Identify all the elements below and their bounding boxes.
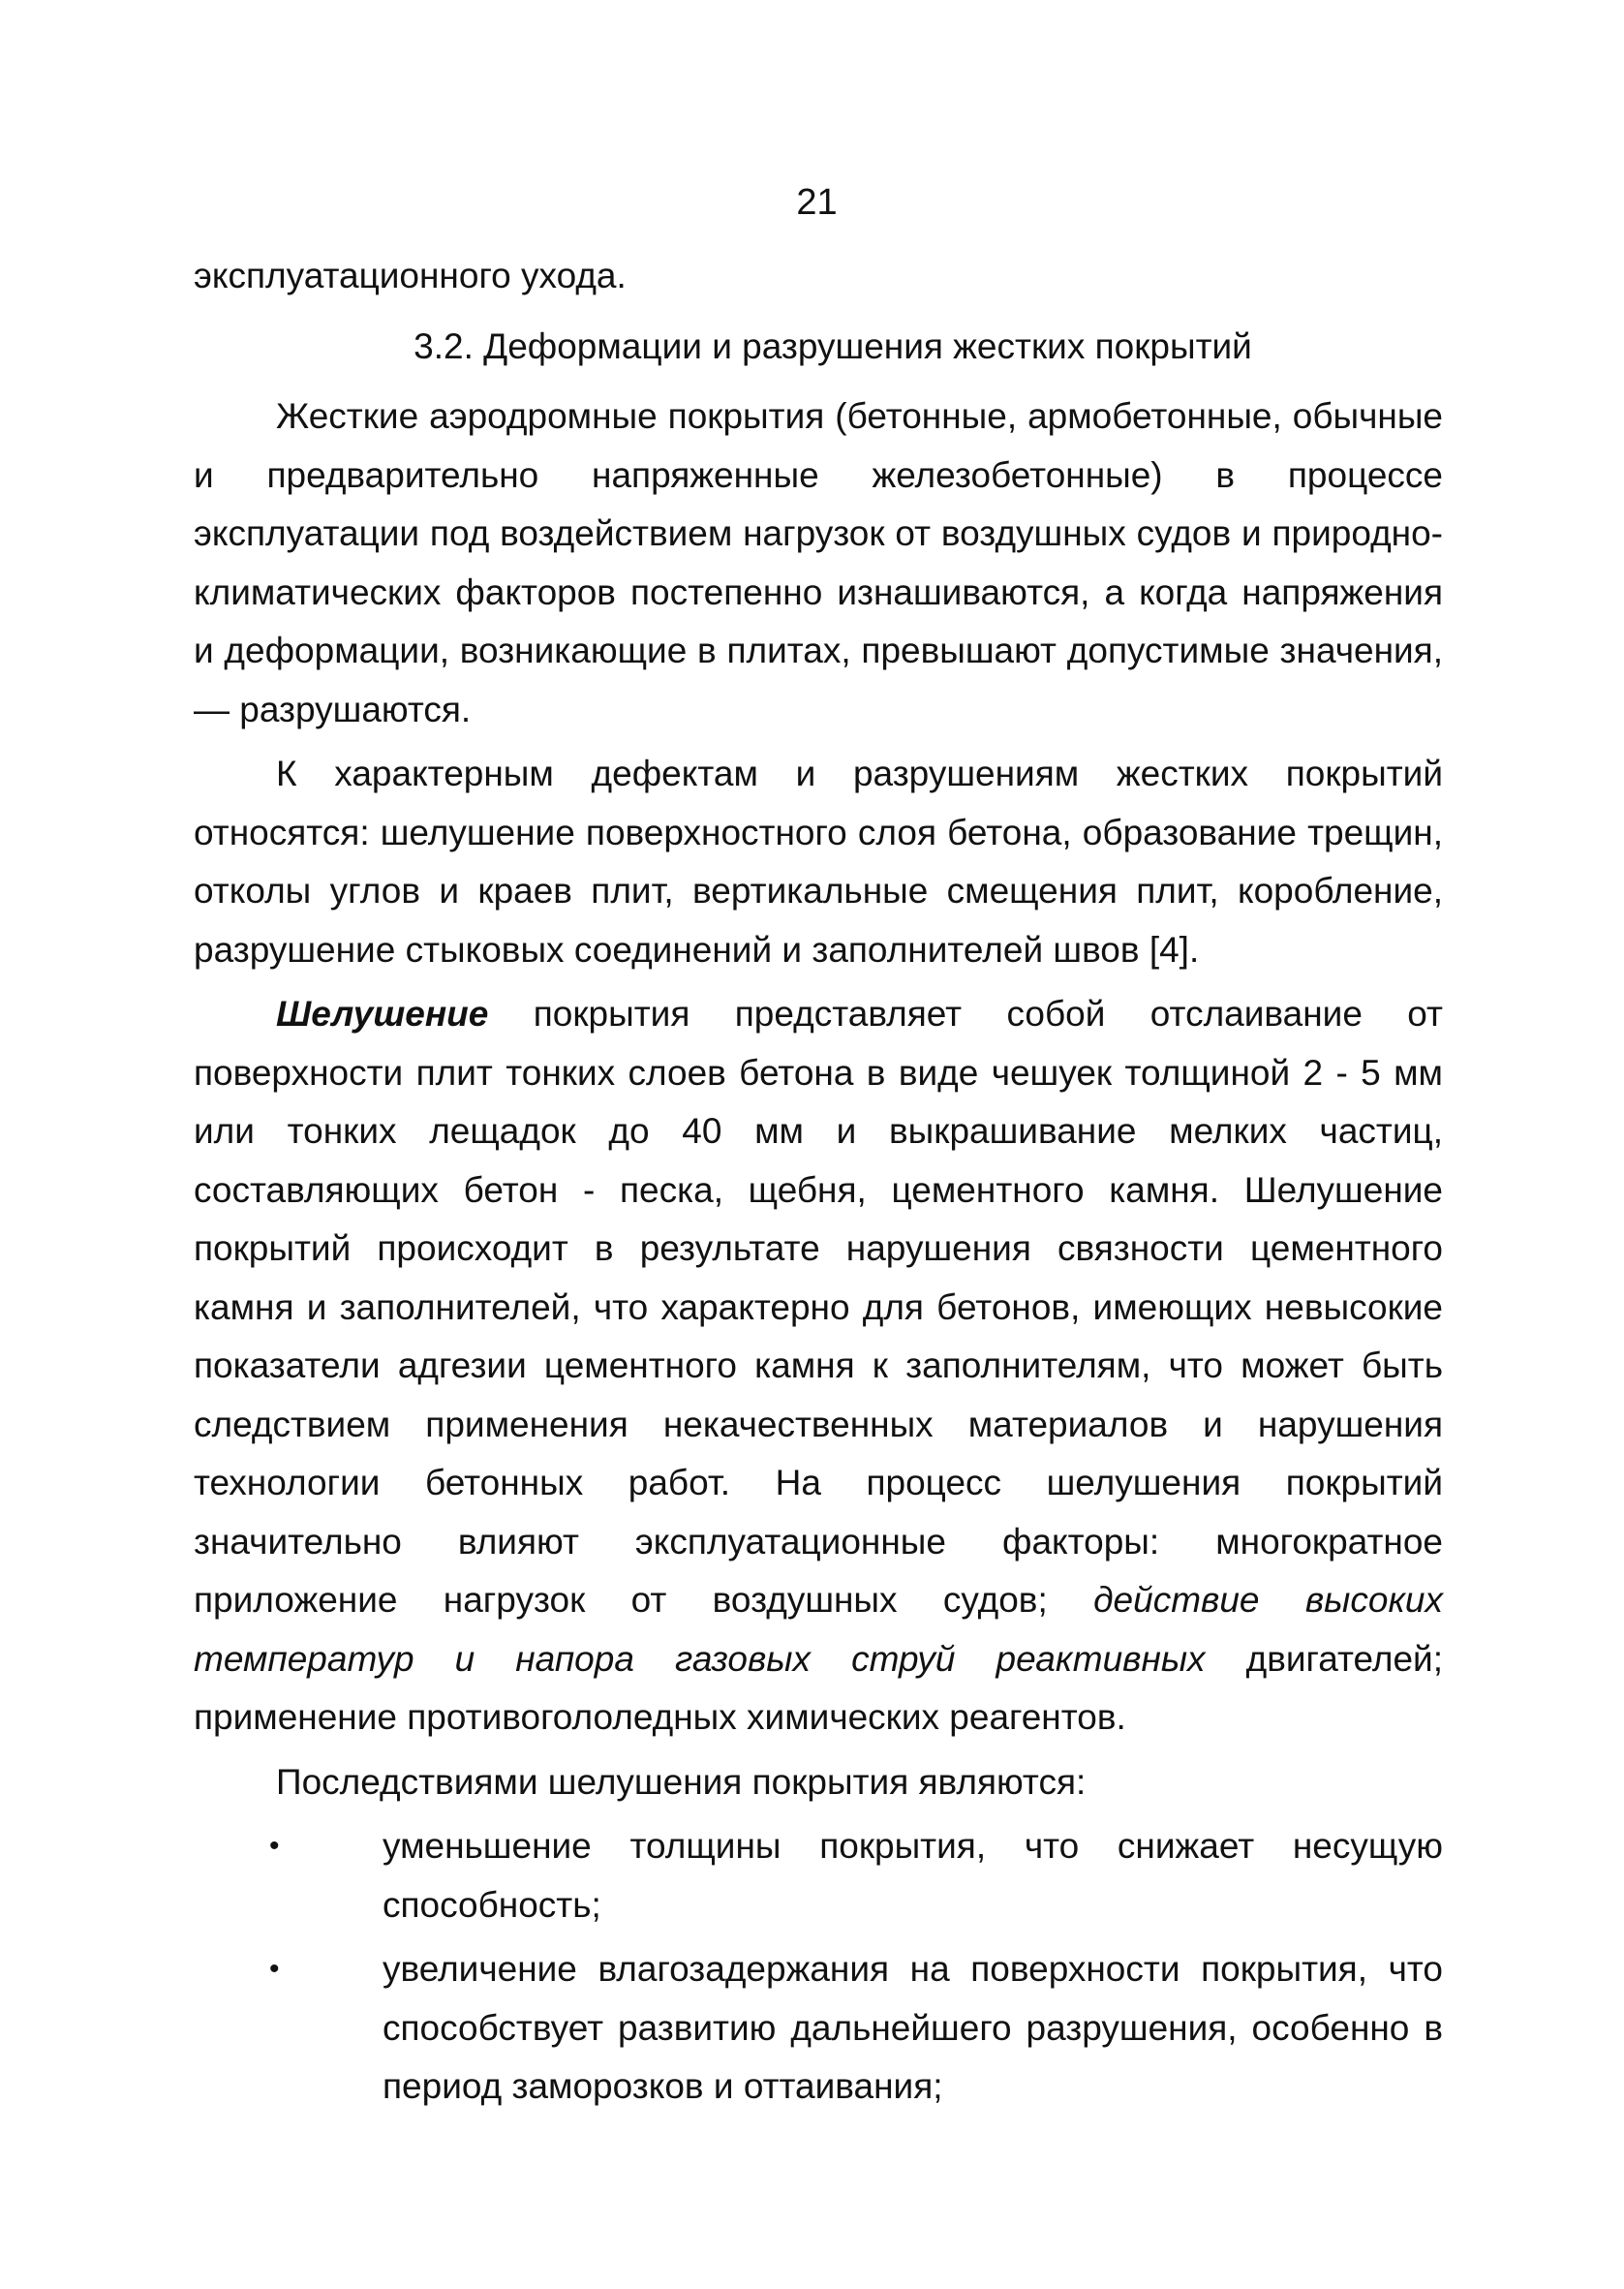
list-item xyxy=(194,1940,1443,2117)
consequences-list xyxy=(194,1817,1443,2117)
page-number: 21 xyxy=(796,182,838,223)
bullet-icon: • xyxy=(269,1830,280,1862)
bullet-icon: • xyxy=(269,1953,280,1985)
list-item-text: уменьшение толщины покрытия, что снижает несущую способность; xyxy=(383,1826,1443,1925)
scaling-text-b: двигателей; применение противогололедных химических реагентов. xyxy=(194,1638,1443,1737)
document-body xyxy=(194,247,1443,2122)
term-scaling: Шелушение xyxy=(276,994,489,1034)
paragraph-scaling xyxy=(194,985,1443,1748)
paragraph-rigid-pavements: Жесткие аэродромные покрытия (бетонные, армобетонные, обычные и предварительно напряженные железобетонные) в процессе эксплуатации под воздействием нагрузок от воздушных судов и природно-климатических факторов постепенно изнашиваются, а когда напряжения и деформации, возникающие в плитах, превышают допустимые значения, — разрушаются. xyxy=(194,396,1443,729)
section-title: 3.2. Деформации и разрушения жестких покрытий xyxy=(414,325,1252,366)
list-item xyxy=(194,1817,1443,1934)
consequences-lead: Последствиями шелушения покрытия являются: xyxy=(276,1761,1087,1802)
scaling-text-italic: действие высоких температур и напора газовых струй реактивных xyxy=(194,1580,1443,1679)
list-item-text: увеличение влагозадержания на поверхности покрытия, что способствует развитию дальнейшего разрушения, особенно в период заморозков и оттаивания; xyxy=(383,1949,1443,2106)
paragraph-typical-defects: К характерным дефектам и разрушениям жестких покрытий относятся: шелушение поверхностного слоя бетона, образование трещин, отколы углов и краев плит, вертикальные смещения плит, коробление, разрушение стыковых соединений и заполнителей швов [4]. xyxy=(194,754,1443,970)
continuation-line: эксплуатационного ухода. xyxy=(194,256,627,295)
scaling-text-a: покрытия представляет собой отслаивание от поверхности плит тонких слоев бетона в виде чешуек толщиной 2 - 5 мм или тонких лещадок до 40 мм и выкрашивание мелких частиц, составляющих бетон - песка, щебня, цементного камня. Шелушение покрытий происходит в результате нарушения связности цементного камня и заполнителей, что характерно для бетонов, имеющих невысокие показатели адгезии цементного камня к заполнителям, что может быть следствием применения некачественных материалов и нарушения технологии бетонных работ. На процесс шелушения покрытий значительно влияют эксплуатационные факторы: многократное приложение нагрузок от воздушных судов; xyxy=(194,994,1443,1620)
